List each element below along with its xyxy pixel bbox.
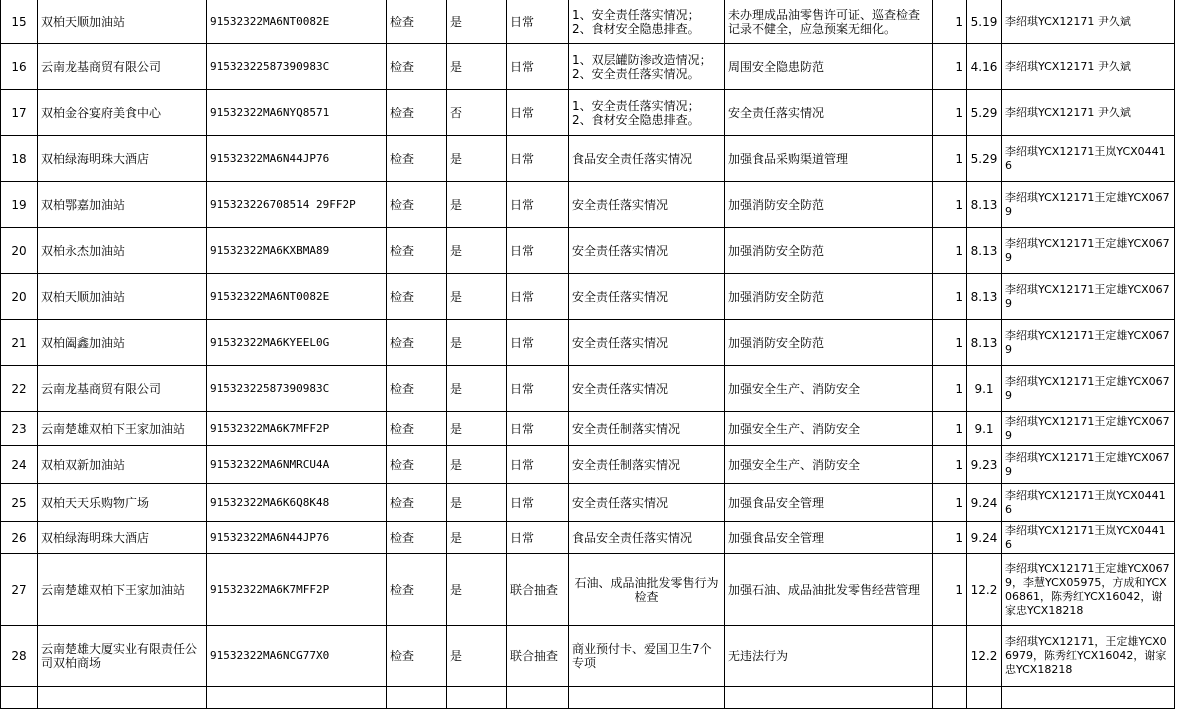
cell-count: 1 bbox=[933, 446, 967, 484]
cell-count: 1 bbox=[933, 554, 967, 626]
cell-mode: 联合抽查 bbox=[507, 554, 569, 626]
cell-date: 5.29 bbox=[967, 136, 1002, 182]
cell-staff: 李绍琪YCX12171 尹久斌 bbox=[1002, 90, 1175, 136]
cell-mode: 日常 bbox=[507, 90, 569, 136]
cell-content: 安全责任落实情况 bbox=[569, 320, 725, 366]
cell-result: 加强消防安全防范 bbox=[725, 320, 933, 366]
cell-content: 安全责任制落实情况 bbox=[569, 446, 725, 484]
cell-staff bbox=[1002, 687, 1175, 709]
cell-count: 1 bbox=[933, 90, 967, 136]
cell-type: 检查 bbox=[387, 44, 447, 90]
cell-staff: 李绍琪YCX12171王定雄YCX0679 bbox=[1002, 274, 1175, 320]
cell-type bbox=[387, 687, 447, 709]
cell-date: 12.2 bbox=[967, 626, 1002, 687]
table-row bbox=[1, 446, 1175, 484]
cell-code: 91532322587390983C bbox=[207, 44, 387, 90]
cell-content: 安全责任落实情况 bbox=[569, 366, 725, 412]
cell-result: 加强消防安全防范 bbox=[725, 228, 933, 274]
cell-staff: 李绍琪YCX12171王岚YCX04416 bbox=[1002, 484, 1175, 522]
cell-code: 91532322MA6KYEEL0G bbox=[207, 320, 387, 366]
cell-count bbox=[933, 687, 967, 709]
cell-mode: 日常 bbox=[507, 182, 569, 228]
cell-content: 食品安全责任落实情况 bbox=[569, 136, 725, 182]
cell-name: 云南楚雄双柏下王家加油站 bbox=[38, 412, 207, 446]
table-row bbox=[1, 554, 1175, 626]
cell-type: 检查 bbox=[387, 626, 447, 687]
cell-no bbox=[1, 687, 38, 709]
table-row bbox=[1, 320, 1175, 366]
table-row bbox=[1, 136, 1175, 182]
table-row bbox=[1, 90, 1175, 136]
cell-date: 9.1 bbox=[967, 366, 1002, 412]
cell-code: 91532322MA6K6Q8K48 bbox=[207, 484, 387, 522]
cell-code: 91532322MA6K7MFF2P bbox=[207, 554, 387, 626]
cell-result: 安全责任落实情况 bbox=[725, 90, 933, 136]
cell-result: 加强安全生产、消防安全 bbox=[725, 446, 933, 484]
cell-mode: 日常 bbox=[507, 446, 569, 484]
cell-result bbox=[725, 687, 933, 709]
cell-content: 1、双层罐防渗改造情况； 2、安全责任落实情况。 bbox=[569, 44, 725, 90]
cell-flag: 否 bbox=[447, 90, 507, 136]
cell-result: 加强消防安全防范 bbox=[725, 182, 933, 228]
cell-type: 检查 bbox=[387, 136, 447, 182]
cell-date: 8.13 bbox=[967, 274, 1002, 320]
cell-count: 1 bbox=[933, 44, 967, 90]
cell-type: 检查 bbox=[387, 320, 447, 366]
cell-mode bbox=[507, 687, 569, 709]
cell-mode: 联合抽查 bbox=[507, 626, 569, 687]
cell-code: 915323226708514 29FF2P bbox=[207, 182, 387, 228]
cell-type: 检查 bbox=[387, 274, 447, 320]
cell-no: 23 bbox=[1, 412, 38, 446]
cell-name: 云南楚雄大厦实业有限责任公司双柏商场 bbox=[38, 626, 207, 687]
cell-content: 安全责任落实情况 bbox=[569, 484, 725, 522]
cell-flag: 是 bbox=[447, 412, 507, 446]
table-row bbox=[1, 44, 1175, 90]
cell-name: 云南龙基商贸有限公司 bbox=[38, 44, 207, 90]
cell-type: 检查 bbox=[387, 522, 447, 554]
cell-result: 无违法行为 bbox=[725, 626, 933, 687]
cell-flag: 是 bbox=[447, 228, 507, 274]
cell-count bbox=[933, 626, 967, 687]
table-row bbox=[1, 687, 1175, 709]
cell-count: 1 bbox=[933, 182, 967, 228]
cell-flag: 是 bbox=[447, 44, 507, 90]
cell-flag: 是 bbox=[447, 626, 507, 687]
table-row bbox=[1, 228, 1175, 274]
cell-no: 20 bbox=[1, 274, 38, 320]
cell-name: 双柏鄂嘉加油站 bbox=[38, 182, 207, 228]
cell-result: 周围安全隐患防范 bbox=[725, 44, 933, 90]
cell-code: 91532322MA6NT0082E bbox=[207, 274, 387, 320]
cell-content: 1、安全责任落实情况； 2、食材安全隐患排查。 bbox=[569, 0, 725, 44]
cell-flag: 是 bbox=[447, 136, 507, 182]
cell-name: 双柏天顺加油站 bbox=[38, 274, 207, 320]
cell-count: 1 bbox=[933, 274, 967, 320]
cell-code: 91532322MA6NT0082E bbox=[207, 0, 387, 44]
cell-flag: 是 bbox=[447, 182, 507, 228]
cell-result: 未办理成品油零售许可证、巡查检查记录不健全，应急预案无细化。 bbox=[725, 0, 933, 44]
cell-date: 8.13 bbox=[967, 320, 1002, 366]
cell-count: 1 bbox=[933, 366, 967, 412]
cell-code: 91532322MA6NCG77X0 bbox=[207, 626, 387, 687]
cell-flag: 是 bbox=[447, 0, 507, 44]
cell-mode: 日常 bbox=[507, 366, 569, 412]
cell-date: 9.24 bbox=[967, 522, 1002, 554]
cell-flag: 是 bbox=[447, 320, 507, 366]
cell-date: 5.29 bbox=[967, 90, 1002, 136]
cell-staff: 李绍琪YCX12171，王定雄YCX06979，陈秀红YCX16042，谢家忠YCX18218 bbox=[1002, 626, 1175, 687]
cell-date: 12.2 bbox=[967, 554, 1002, 626]
cell-type: 检查 bbox=[387, 228, 447, 274]
cell-no: 16 bbox=[1, 44, 38, 90]
cell-name: 双柏绿海明珠大酒店 bbox=[38, 522, 207, 554]
cell-count: 1 bbox=[933, 522, 967, 554]
cell-name: 双柏天顺加油站 bbox=[38, 0, 207, 44]
table-row bbox=[1, 626, 1175, 687]
cell-content: 食品安全责任落实情况 bbox=[569, 522, 725, 554]
cell-name: 双柏金谷宴府美食中心 bbox=[38, 90, 207, 136]
cell-content bbox=[569, 687, 725, 709]
cell-no: 21 bbox=[1, 320, 38, 366]
cell-code: 91532322MA6KXBMA89 bbox=[207, 228, 387, 274]
cell-type: 检查 bbox=[387, 484, 447, 522]
table-row bbox=[1, 182, 1175, 228]
table-row bbox=[1, 412, 1175, 446]
cell-date: 8.13 bbox=[967, 182, 1002, 228]
table-row bbox=[1, 484, 1175, 522]
cell-code: 91532322MA6K7MFF2P bbox=[207, 412, 387, 446]
cell-date: 5.19 bbox=[967, 0, 1002, 44]
cell-name: 云南楚雄双柏下王家加油站 bbox=[38, 554, 207, 626]
cell-name bbox=[38, 687, 207, 709]
cell-mode: 日常 bbox=[507, 522, 569, 554]
cell-type: 检查 bbox=[387, 554, 447, 626]
cell-staff: 李绍琪YCX12171王岚YCX04416 bbox=[1002, 136, 1175, 182]
cell-flag: 是 bbox=[447, 522, 507, 554]
cell-staff: 李绍琪YCX12171王定雄YCX0679 bbox=[1002, 228, 1175, 274]
cell-name: 云南龙基商贸有限公司 bbox=[38, 366, 207, 412]
cell-content: 1、安全责任落实情况； 2、食材安全隐患排查。 bbox=[569, 90, 725, 136]
table-row bbox=[1, 366, 1175, 412]
cell-result: 加强石油、成品油批发零售经营管理 bbox=[725, 554, 933, 626]
cell-result: 加强食品安全管理 bbox=[725, 522, 933, 554]
cell-count: 1 bbox=[933, 320, 967, 366]
cell-mode: 日常 bbox=[507, 320, 569, 366]
cell-code: 91532322MA6N44JP76 bbox=[207, 522, 387, 554]
cell-type: 检查 bbox=[387, 366, 447, 412]
cell-name: 双柏绿海明珠大酒店 bbox=[38, 136, 207, 182]
cell-staff: 李绍琪YCX12171王定雄YCX0679 bbox=[1002, 182, 1175, 228]
cell-content: 石油、成品油批发零售行为检查 bbox=[569, 554, 725, 626]
cell-date: 9.24 bbox=[967, 484, 1002, 522]
cell-staff: 李绍琪YCX12171王定雄YCX0679 bbox=[1002, 320, 1175, 366]
cell-result: 加强消防安全防范 bbox=[725, 274, 933, 320]
cell-result: 加强安全生产、消防安全 bbox=[725, 366, 933, 412]
cell-date: 8.13 bbox=[967, 228, 1002, 274]
cell-type: 检查 bbox=[387, 90, 447, 136]
cell-mode: 日常 bbox=[507, 484, 569, 522]
cell-count: 1 bbox=[933, 0, 967, 44]
cell-mode: 日常 bbox=[507, 0, 569, 44]
cell-no: 17 bbox=[1, 90, 38, 136]
cell-staff: 李绍琪YCX12171王定雄YCX0679 bbox=[1002, 412, 1175, 446]
cell-type: 检查 bbox=[387, 182, 447, 228]
cell-count: 1 bbox=[933, 484, 967, 522]
cell-content: 安全责任落实情况 bbox=[569, 182, 725, 228]
cell-no: 20 bbox=[1, 228, 38, 274]
cell-no: 22 bbox=[1, 366, 38, 412]
cell-no: 25 bbox=[1, 484, 38, 522]
cell-flag: 是 bbox=[447, 554, 507, 626]
cell-no: 15 bbox=[1, 0, 38, 44]
cell-no: 24 bbox=[1, 446, 38, 484]
cell-no: 19 bbox=[1, 182, 38, 228]
table-row bbox=[1, 522, 1175, 554]
cell-code bbox=[207, 687, 387, 709]
cell-staff: 李绍琪YCX12171王定雄YCX0679 bbox=[1002, 366, 1175, 412]
cell-content: 安全责任落实情况 bbox=[569, 228, 725, 274]
cell-type: 检查 bbox=[387, 0, 447, 44]
cell-flag: 是 bbox=[447, 274, 507, 320]
cell-flag bbox=[447, 687, 507, 709]
table-body bbox=[1, 0, 1175, 709]
cell-result: 加强食品安全管理 bbox=[725, 484, 933, 522]
table-row bbox=[1, 0, 1175, 44]
cell-count: 1 bbox=[933, 412, 967, 446]
cell-staff: 李绍琪YCX12171王定雄YCX0679，李慧YCX05975，方成和YCX06861，陈秀红YCX16042，谢家忠YCX18218 bbox=[1002, 554, 1175, 626]
cell-mode: 日常 bbox=[507, 228, 569, 274]
cell-result: 加强安全生产、消防安全 bbox=[725, 412, 933, 446]
cell-mode: 日常 bbox=[507, 274, 569, 320]
cell-count: 1 bbox=[933, 228, 967, 274]
cell-flag: 是 bbox=[447, 366, 507, 412]
cell-name: 双柏阖鑫加油站 bbox=[38, 320, 207, 366]
cell-type: 检查 bbox=[387, 412, 447, 446]
cell-no: 28 bbox=[1, 626, 38, 687]
cell-result: 加强食品采购渠道管理 bbox=[725, 136, 933, 182]
cell-content: 安全责任制落实情况 bbox=[569, 412, 725, 446]
cell-staff: 李绍琪YCX12171 尹久斌 bbox=[1002, 0, 1175, 44]
cell-mode: 日常 bbox=[507, 44, 569, 90]
cell-staff: 李绍琪YCX12171王定雄YCX0679 bbox=[1002, 446, 1175, 484]
cell-mode: 日常 bbox=[507, 136, 569, 182]
cell-code: 91532322587390983C bbox=[207, 366, 387, 412]
cell-flag: 是 bbox=[447, 484, 507, 522]
cell-date: 9.1 bbox=[967, 412, 1002, 446]
cell-mode: 日常 bbox=[507, 412, 569, 446]
cell-code: 91532322MA6NYQ8571 bbox=[207, 90, 387, 136]
cell-no: 26 bbox=[1, 522, 38, 554]
cell-count: 1 bbox=[933, 136, 967, 182]
cell-content: 安全责任落实情况 bbox=[569, 274, 725, 320]
cell-no: 18 bbox=[1, 136, 38, 182]
cell-name: 双柏双新加油站 bbox=[38, 446, 207, 484]
cell-name: 双柏永杰加油站 bbox=[38, 228, 207, 274]
cell-staff: 李绍琪YCX12171 尹久斌 bbox=[1002, 44, 1175, 90]
cell-no: 27 bbox=[1, 554, 38, 626]
cell-date: 4.16 bbox=[967, 44, 1002, 90]
cell-date: 9.23 bbox=[967, 446, 1002, 484]
cell-flag: 是 bbox=[447, 446, 507, 484]
cell-date bbox=[967, 687, 1002, 709]
cell-staff: 李绍琪YCX12171王岚YCX04416 bbox=[1002, 522, 1175, 554]
cell-code: 91532322MA6NMRCU4A bbox=[207, 446, 387, 484]
cell-name: 双柏天天乐购物广场 bbox=[38, 484, 207, 522]
cell-code: 91532322MA6N44JP76 bbox=[207, 136, 387, 182]
table-row bbox=[1, 274, 1175, 320]
cell-type: 检查 bbox=[387, 446, 447, 484]
cell-content: 商业预付卡、爱国卫生7个专项 bbox=[569, 626, 725, 687]
